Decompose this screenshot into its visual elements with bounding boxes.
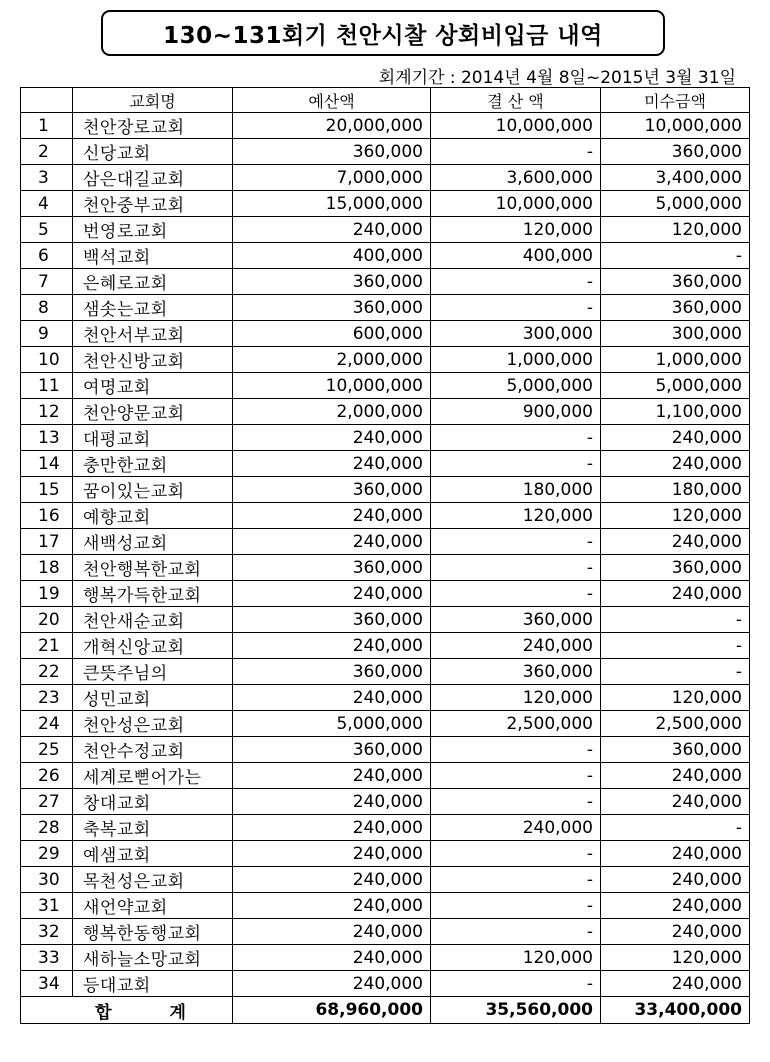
cell-outstanding: 240,000 xyxy=(601,581,750,607)
cell-settled: 120,000 xyxy=(431,217,601,243)
cell-outstanding: 300,000 xyxy=(601,321,750,347)
table-row xyxy=(21,607,750,633)
cell-settled: 10,000,000 xyxy=(431,191,601,217)
cell-budget: 240,000 xyxy=(233,971,431,997)
cell-outstanding: 240,000 xyxy=(601,789,750,815)
cell-settled: 10,000,000 xyxy=(431,113,601,139)
cell-church-name: 삼은대길교회 xyxy=(73,165,233,191)
cell-budget: 15,000,000 xyxy=(233,191,431,217)
cell-number: 24 xyxy=(21,711,73,737)
cell-settled: 3,600,000 xyxy=(431,165,601,191)
cell-number: 26 xyxy=(21,763,73,789)
cell-number: 33 xyxy=(21,945,73,971)
cell-settled: 400,000 xyxy=(431,243,601,269)
cell-settled: 1,000,000 xyxy=(431,347,601,373)
cell-church-name: 천안성은교회 xyxy=(73,711,233,737)
cell-number: 19 xyxy=(21,581,73,607)
table-row xyxy=(21,789,750,815)
cell-settled: - xyxy=(431,971,601,997)
cell-settled: - xyxy=(431,841,601,867)
cell-church-name: 성민교회 xyxy=(73,685,233,711)
document-title: 130~131회기 천안시찰 상회비입금 내역 xyxy=(163,22,603,49)
cell-number: 30 xyxy=(21,867,73,893)
cell-budget: 240,000 xyxy=(233,789,431,815)
cell-settled: 360,000 xyxy=(431,659,601,685)
cell-church-name: 천안행복한교회 xyxy=(73,555,233,581)
table-row xyxy=(21,581,750,607)
cell-settled: - xyxy=(431,529,601,555)
cell-settled: - xyxy=(431,451,601,477)
table-row xyxy=(21,191,750,217)
cell-budget: 360,000 xyxy=(233,477,431,503)
cell-budget: 20,000,000 xyxy=(233,113,431,139)
cell-number: 34 xyxy=(21,971,73,997)
cell-church-name: 새언약교회 xyxy=(73,893,233,919)
cell-settled: - xyxy=(431,295,601,321)
cell-budget: 240,000 xyxy=(233,867,431,893)
cell-outstanding: 10,000,000 xyxy=(601,113,750,139)
cell-settled: - xyxy=(431,737,601,763)
total-label: 합 계 xyxy=(21,997,233,1024)
cell-settled: - xyxy=(431,893,601,919)
cell-budget: 240,000 xyxy=(233,503,431,529)
cell-settled: - xyxy=(431,763,601,789)
cell-budget: 240,000 xyxy=(233,685,431,711)
cell-budget: 360,000 xyxy=(233,555,431,581)
cell-number: 15 xyxy=(21,477,73,503)
total-budget: 68,960,000 xyxy=(233,997,431,1024)
cell-number: 23 xyxy=(21,685,73,711)
cell-number: 32 xyxy=(21,919,73,945)
cell-church-name: 축복교회 xyxy=(73,815,233,841)
cell-church-name: 여명교회 xyxy=(73,373,233,399)
cell-church-name: 목천성은교회 xyxy=(73,867,233,893)
total-outstanding: 33,400,000 xyxy=(601,997,750,1024)
cell-outstanding: - xyxy=(601,633,750,659)
cell-budget: 360,000 xyxy=(233,139,431,165)
cell-outstanding: 120,000 xyxy=(601,945,750,971)
table-row xyxy=(21,217,750,243)
cell-number: 8 xyxy=(21,295,73,321)
cell-budget: 360,000 xyxy=(233,607,431,633)
cell-number: 18 xyxy=(21,555,73,581)
contribution-table xyxy=(20,87,750,1024)
cell-budget: 240,000 xyxy=(233,919,431,945)
cell-church-name: 예샘교회 xyxy=(73,841,233,867)
cell-number: 28 xyxy=(21,815,73,841)
cell-outstanding: 360,000 xyxy=(601,295,750,321)
cell-outstanding: 3,400,000 xyxy=(601,165,750,191)
cell-outstanding: 120,000 xyxy=(601,685,750,711)
cell-settled: 5,000,000 xyxy=(431,373,601,399)
table-row xyxy=(21,243,750,269)
table-row xyxy=(21,399,750,425)
table-row xyxy=(21,503,750,529)
cell-outstanding: 180,000 xyxy=(601,477,750,503)
header-church-name: 교회명 xyxy=(73,88,233,113)
cell-church-name: 새백성교회 xyxy=(73,529,233,555)
cell-budget: 240,000 xyxy=(233,217,431,243)
header-budget: 예산액 xyxy=(233,88,431,113)
cell-church-name: 신당교회 xyxy=(73,139,233,165)
header-outstanding: 미수금액 xyxy=(601,88,750,113)
cell-settled: 180,000 xyxy=(431,477,601,503)
document-title-box xyxy=(101,10,665,56)
cell-outstanding: 240,000 xyxy=(601,425,750,451)
cell-settled: - xyxy=(431,425,601,451)
cell-budget: 7,000,000 xyxy=(233,165,431,191)
cell-church-name: 개혁신앙교회 xyxy=(73,633,233,659)
cell-outstanding: - xyxy=(601,243,750,269)
table-row xyxy=(21,945,750,971)
cell-outstanding: 360,000 xyxy=(601,555,750,581)
cell-number: 20 xyxy=(21,607,73,633)
table-row xyxy=(21,529,750,555)
cell-church-name: 은혜로교회 xyxy=(73,269,233,295)
cell-outstanding: 360,000 xyxy=(601,139,750,165)
cell-settled: 900,000 xyxy=(431,399,601,425)
cell-outstanding: 5,000,000 xyxy=(601,191,750,217)
table-row xyxy=(21,347,750,373)
cell-settled: - xyxy=(431,867,601,893)
header-settled: 결 산 액 xyxy=(431,88,601,113)
table-row xyxy=(21,633,750,659)
table-row xyxy=(21,555,750,581)
cell-settled: - xyxy=(431,581,601,607)
cell-settled: 240,000 xyxy=(431,633,601,659)
cell-church-name: 천안수정교회 xyxy=(73,737,233,763)
cell-number: 6 xyxy=(21,243,73,269)
cell-budget: 240,000 xyxy=(233,633,431,659)
cell-budget: 360,000 xyxy=(233,737,431,763)
table-row xyxy=(21,971,750,997)
total-settled: 35,560,000 xyxy=(431,997,601,1024)
cell-budget: 240,000 xyxy=(233,425,431,451)
cell-number: 27 xyxy=(21,789,73,815)
cell-outstanding: 120,000 xyxy=(601,503,750,529)
cell-church-name: 번영로교회 xyxy=(73,217,233,243)
table-row xyxy=(21,711,750,737)
cell-budget: 240,000 xyxy=(233,815,431,841)
cell-settled: 120,000 xyxy=(431,685,601,711)
table-row xyxy=(21,425,750,451)
table-row xyxy=(21,113,750,139)
cell-church-name: 천안서부교회 xyxy=(73,321,233,347)
cell-budget: 240,000 xyxy=(233,893,431,919)
cell-budget: 240,000 xyxy=(233,529,431,555)
table-row xyxy=(21,841,750,867)
cell-church-name: 천안신방교회 xyxy=(73,347,233,373)
cell-outstanding: 240,000 xyxy=(601,867,750,893)
table-row xyxy=(21,815,750,841)
cell-number: 7 xyxy=(21,269,73,295)
table-row xyxy=(21,269,750,295)
cell-church-name: 예향교회 xyxy=(73,503,233,529)
total-row xyxy=(21,997,750,1024)
cell-outstanding: 240,000 xyxy=(601,919,750,945)
table-row xyxy=(21,295,750,321)
table-row xyxy=(21,373,750,399)
cell-number: 5 xyxy=(21,217,73,243)
cell-number: 11 xyxy=(21,373,73,399)
cell-budget: 5,000,000 xyxy=(233,711,431,737)
cell-church-name: 꿈이있는교회 xyxy=(73,477,233,503)
cell-number: 9 xyxy=(21,321,73,347)
cell-number: 3 xyxy=(21,165,73,191)
cell-church-name: 백석교회 xyxy=(73,243,233,269)
cell-church-name: 천안양문교회 xyxy=(73,399,233,425)
cell-budget: 360,000 xyxy=(233,269,431,295)
cell-outstanding: 1,100,000 xyxy=(601,399,750,425)
cell-settled: - xyxy=(431,139,601,165)
cell-settled: 240,000 xyxy=(431,815,601,841)
table-row xyxy=(21,451,750,477)
cell-number: 13 xyxy=(21,425,73,451)
cell-church-name: 새하늘소망교회 xyxy=(73,945,233,971)
cell-number: 1 xyxy=(21,113,73,139)
cell-settled: 2,500,000 xyxy=(431,711,601,737)
cell-settled: 360,000 xyxy=(431,607,601,633)
table-row xyxy=(21,867,750,893)
cell-church-name: 충만한교회 xyxy=(73,451,233,477)
cell-outstanding: 5,000,000 xyxy=(601,373,750,399)
cell-outstanding: 240,000 xyxy=(601,893,750,919)
cell-church-name: 행복한동행교회 xyxy=(73,919,233,945)
table-row xyxy=(21,139,750,165)
cell-budget: 240,000 xyxy=(233,581,431,607)
cell-church-name: 대평교회 xyxy=(73,425,233,451)
table-row xyxy=(21,737,750,763)
cell-number: 17 xyxy=(21,529,73,555)
cell-settled: 300,000 xyxy=(431,321,601,347)
cell-church-name: 큰뜻주님의 xyxy=(73,659,233,685)
cell-number: 14 xyxy=(21,451,73,477)
cell-outstanding: 1,000,000 xyxy=(601,347,750,373)
cell-outstanding: 360,000 xyxy=(601,269,750,295)
accounting-period: 회계기간 : 2014년 4월 8일~2015년 3월 31일 xyxy=(378,68,736,88)
cell-church-name: 샘솟는교회 xyxy=(73,295,233,321)
cell-budget: 360,000 xyxy=(233,659,431,685)
cell-outstanding: 360,000 xyxy=(601,737,750,763)
table-row xyxy=(21,919,750,945)
table-row xyxy=(21,165,750,191)
cell-budget: 240,000 xyxy=(233,451,431,477)
table-header-row xyxy=(21,88,750,113)
cell-budget: 400,000 xyxy=(233,243,431,269)
cell-number: 12 xyxy=(21,399,73,425)
cell-budget: 360,000 xyxy=(233,295,431,321)
cell-settled: - xyxy=(431,919,601,945)
cell-outstanding: 240,000 xyxy=(601,841,750,867)
cell-budget: 240,000 xyxy=(233,763,431,789)
table-row xyxy=(21,659,750,685)
cell-settled: - xyxy=(431,789,601,815)
cell-number: 4 xyxy=(21,191,73,217)
cell-church-name: 천안장로교회 xyxy=(73,113,233,139)
cell-number: 22 xyxy=(21,659,73,685)
cell-number: 2 xyxy=(21,139,73,165)
table-row xyxy=(21,321,750,347)
table-body xyxy=(21,113,750,997)
cell-number: 16 xyxy=(21,503,73,529)
cell-budget: 600,000 xyxy=(233,321,431,347)
cell-church-name: 천안새순교회 xyxy=(73,607,233,633)
cell-number: 31 xyxy=(21,893,73,919)
table-row xyxy=(21,893,750,919)
cell-budget: 2,000,000 xyxy=(233,399,431,425)
cell-outstanding: 120,000 xyxy=(601,217,750,243)
cell-outstanding: 240,000 xyxy=(601,971,750,997)
cell-settled: 120,000 xyxy=(431,503,601,529)
cell-outstanding: - xyxy=(601,659,750,685)
cell-outstanding: 2,500,000 xyxy=(601,711,750,737)
cell-outstanding: 240,000 xyxy=(601,529,750,555)
table-row xyxy=(21,763,750,789)
cell-outstanding: - xyxy=(601,815,750,841)
cell-church-name: 등대교회 xyxy=(73,971,233,997)
cell-number: 29 xyxy=(21,841,73,867)
cell-outstanding: - xyxy=(601,607,750,633)
cell-settled: 120,000 xyxy=(431,945,601,971)
cell-outstanding: 240,000 xyxy=(601,763,750,789)
cell-number: 25 xyxy=(21,737,73,763)
header-number xyxy=(21,88,73,113)
cell-budget: 2,000,000 xyxy=(233,347,431,373)
cell-budget: 10,000,000 xyxy=(233,373,431,399)
cell-budget: 240,000 xyxy=(233,945,431,971)
cell-settled: - xyxy=(431,555,601,581)
cell-number: 10 xyxy=(21,347,73,373)
table-row xyxy=(21,477,750,503)
cell-church-name: 창대교회 xyxy=(73,789,233,815)
table-row xyxy=(21,685,750,711)
cell-settled: - xyxy=(431,269,601,295)
cell-church-name: 행복가득한교회 xyxy=(73,581,233,607)
cell-church-name: 천안중부교회 xyxy=(73,191,233,217)
cell-church-name: 세계로뻗어가는 xyxy=(73,763,233,789)
cell-budget: 240,000 xyxy=(233,841,431,867)
cell-number: 21 xyxy=(21,633,73,659)
cell-outstanding: 240,000 xyxy=(601,451,750,477)
